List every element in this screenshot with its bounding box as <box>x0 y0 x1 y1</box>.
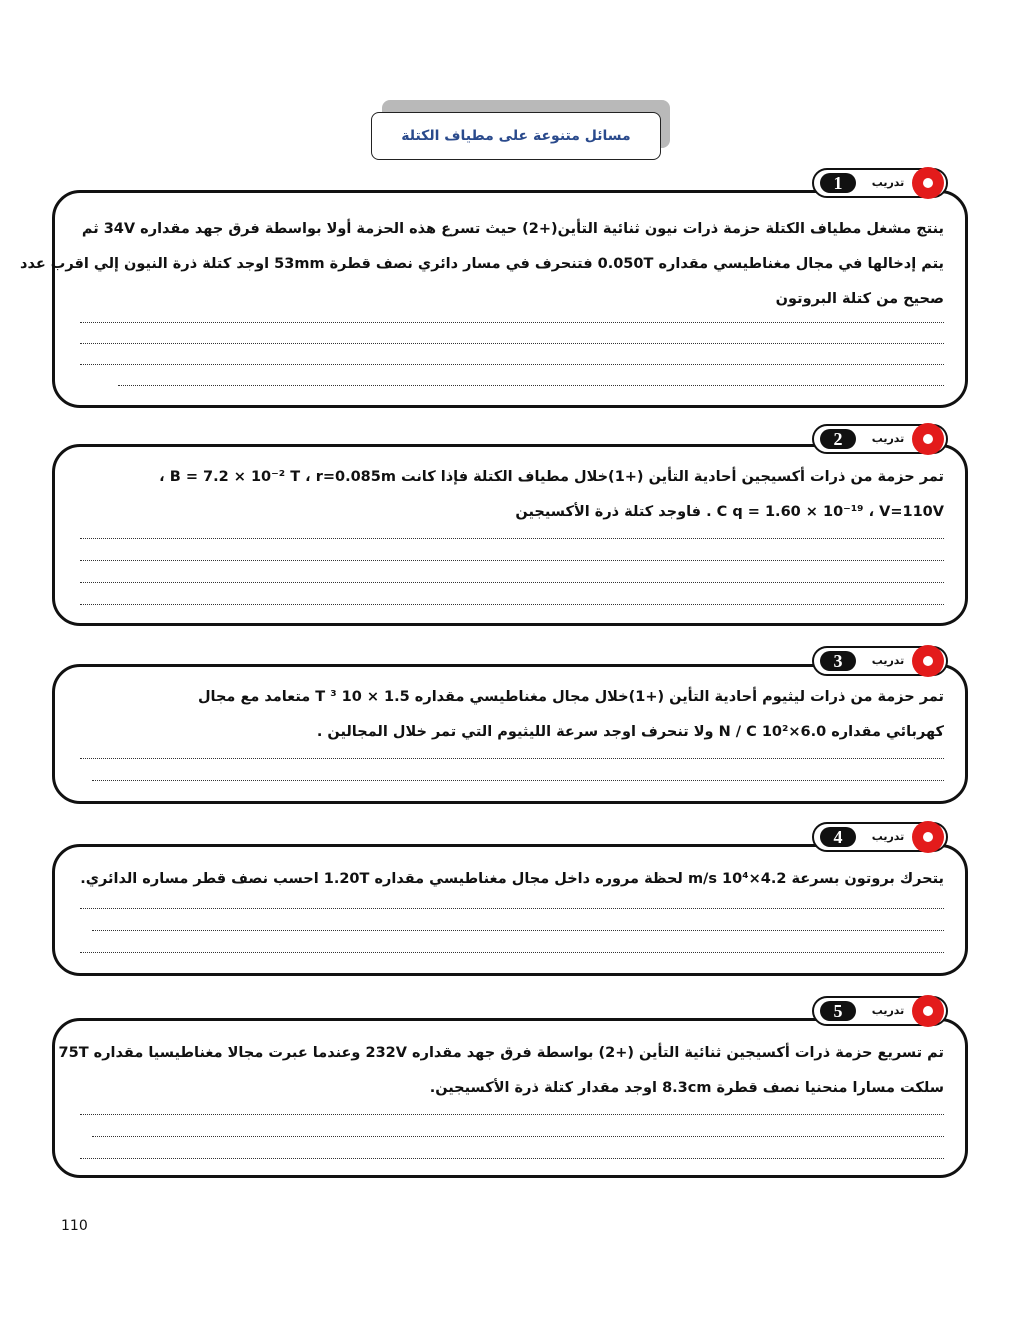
question-line: يتحرك بروتون بسرعة 4.2×10⁴ m/s لحظة مروره داخل مجال مغناطيسي مقداره 1.20T احسب نصف قطر مساره الدائري. <box>80 871 944 887</box>
question-line: تمر حزمة من ذرات أكسيجين أحادية التأين (+1)خلال مطياف الكتلة فإذا كانت B = 7.2 × 10⁻² T ، r=0.085m ، <box>159 469 944 485</box>
exercise-number-badge <box>820 827 856 847</box>
target-icon <box>912 995 944 1027</box>
answer-line[interactable] <box>80 343 944 344</box>
exercise-number: 1 <box>833 172 843 193</box>
question-line: كهربائي مقداره 6.0×10² N / C ولا تنحرف اوجد سرعة الليثيوم التي تمر خلال المجالين . <box>316 724 944 740</box>
answer-line[interactable] <box>92 780 944 781</box>
answer-line[interactable] <box>80 322 944 323</box>
exercise-tag <box>812 424 948 454</box>
exercise-tag <box>812 168 948 198</box>
exercise-number: 2 <box>833 428 843 449</box>
question-text <box>78 460 944 530</box>
question-line: سلكت مسارا منحنيا نصف قطرة 8.3cm اوجد مقدار كتلة ذرة الأكسيجين. <box>429 1080 944 1096</box>
question-line: تم تسريع حزمة ذرات أكسيجين ثنائية التأين (+2) بواسطة فرق جهد مقداره 232V وعندما عبرت مجالا مغناطيسيا مقداره 75T <box>58 1045 944 1061</box>
title-box <box>371 112 661 160</box>
answer-line[interactable] <box>92 1136 944 1137</box>
question-line: تمر حزمة من ذرات ليثيوم أحادية التأين (+1)خلال مجال مغناطيسي مقداره T ³ 10 × 1.5 متعامد مع مجال <box>197 689 944 705</box>
answer-line[interactable] <box>80 908 944 909</box>
answer-line[interactable] <box>80 604 944 605</box>
target-icon <box>912 821 944 853</box>
exercise-number: 4 <box>833 826 843 847</box>
exercise-label: تدريب <box>871 654 905 667</box>
question-text <box>78 862 944 897</box>
answer-line[interactable] <box>80 952 944 953</box>
exercise-number-badge <box>820 651 856 671</box>
target-icon <box>912 645 944 677</box>
exercise-tag <box>812 996 948 1026</box>
exercise-number-badge <box>820 429 856 449</box>
answer-line[interactable] <box>80 538 944 539</box>
exercise-tag <box>812 822 948 852</box>
question-text <box>78 680 944 750</box>
answer-line[interactable] <box>80 582 944 583</box>
question-line: C q = 1.60 × 10⁻¹⁹ ، V=110V . فاوجد كتلة ذرة الأكسيجين <box>515 504 944 520</box>
page-title: مسائل متنوعة على مطياف الكتلة <box>401 128 631 144</box>
answer-line[interactable] <box>80 1158 944 1159</box>
exercise-label: تدريب <box>871 176 905 189</box>
exercise-label: تدريب <box>871 1004 905 1017</box>
answer-line[interactable] <box>92 930 944 931</box>
question-text <box>20 212 944 317</box>
answer-line[interactable] <box>80 758 944 759</box>
answer-line[interactable] <box>80 364 944 365</box>
exercise-number-badge <box>820 1001 856 1021</box>
exercise-label: تدريب <box>871 432 905 445</box>
target-icon <box>912 167 944 199</box>
answer-line[interactable] <box>80 1114 944 1115</box>
answer-line[interactable] <box>118 385 944 386</box>
question-text <box>58 1036 944 1106</box>
exercise-label: تدريب <box>871 830 905 843</box>
question-line: صحيح من كتلة البروتون <box>775 291 944 307</box>
exercise-number-badge <box>820 173 856 193</box>
page-number: 110 <box>61 1218 88 1234</box>
question-line: يتم إدخالها في مجال مغناطيسي مقداره 0.050T فتنحرف في مسار دائري نصف قطرة 53mm اوجد كتلة ذرة النيون إلي اقرب عدد <box>20 256 944 272</box>
exercise-number: 3 <box>833 650 843 671</box>
answer-line[interactable] <box>80 560 944 561</box>
target-icon <box>912 423 944 455</box>
exercise-number: 5 <box>833 1000 843 1021</box>
question-line: ينتج مشغل مطياف الكتلة حزمة ذرات نيون ثنائية التأين(+2) حيث تسرع هذه الحزمة أولا بواسطة فرق جهد مقداره 34V ثم <box>81 221 944 237</box>
exercise-tag <box>812 646 948 676</box>
